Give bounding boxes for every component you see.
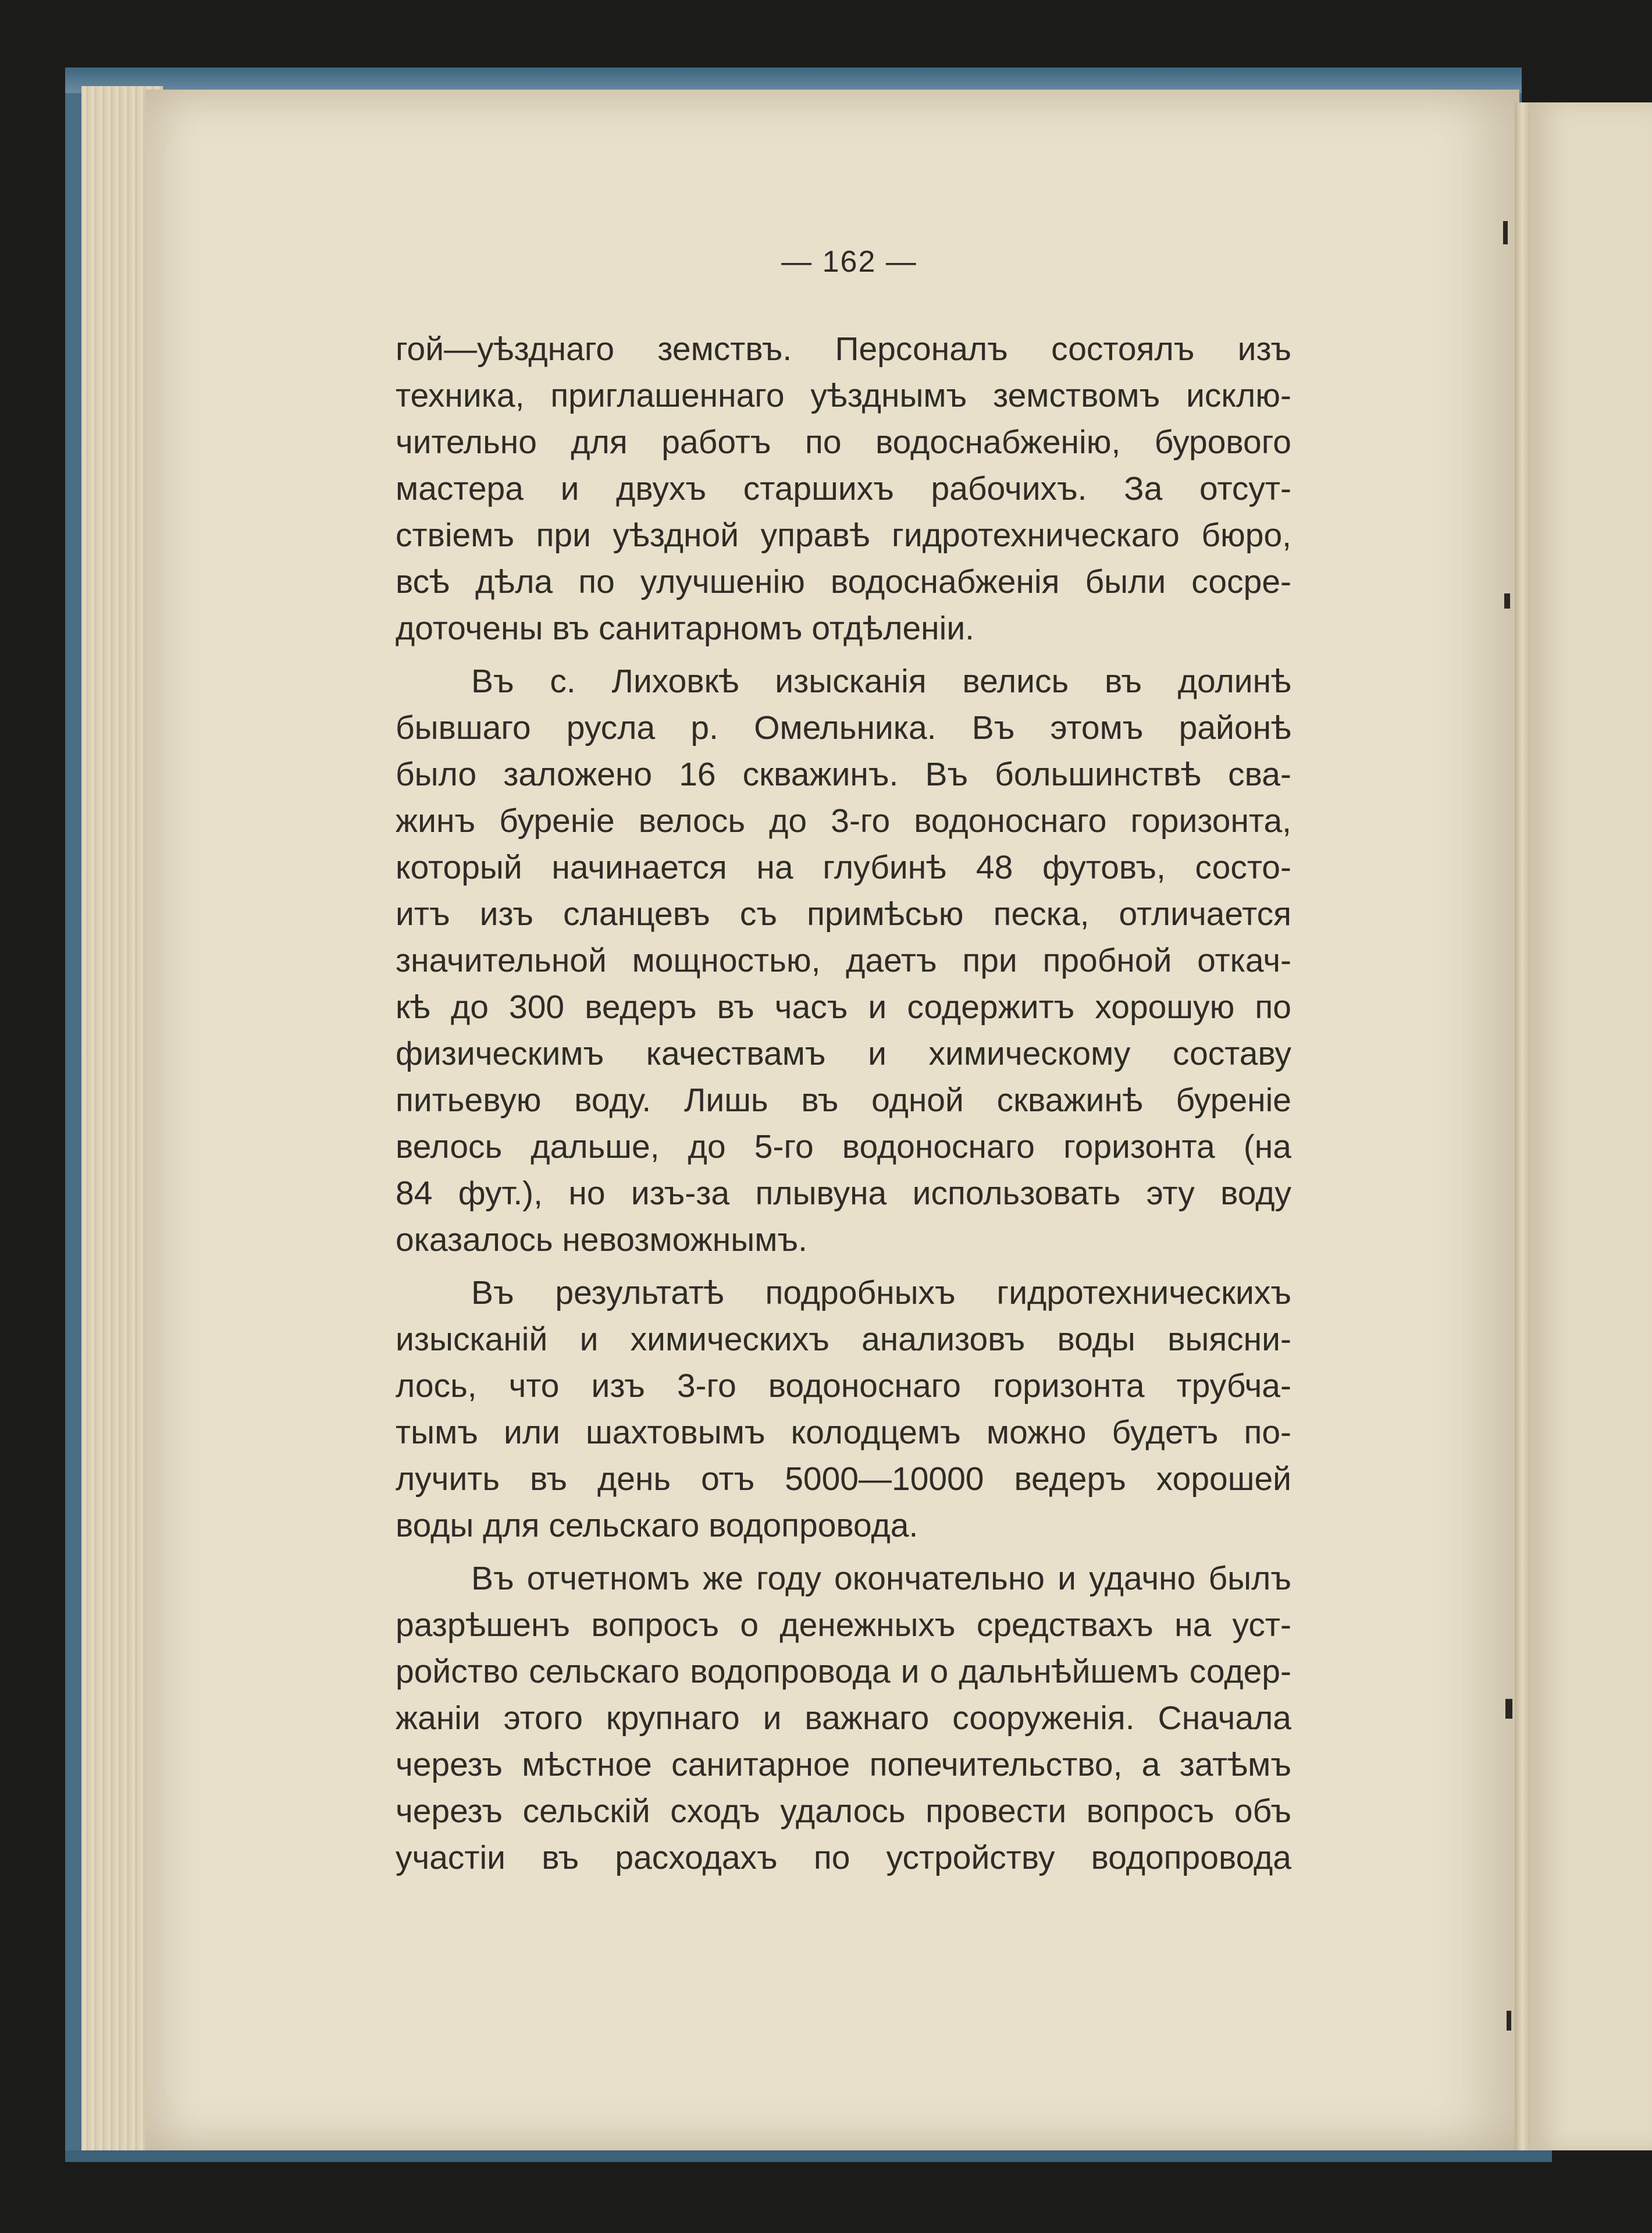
text-line: ройство сельскаго водопровода и о дальнѣйшемъ содер-: [396, 1653, 1291, 1690]
paragraph-gap: [396, 1263, 1291, 1270]
facing-page-edge: [1530, 102, 1652, 2150]
facing-page-mark: [1503, 221, 1508, 244]
page-body-text: [396, 326, 1291, 1881]
facing-page-mark: [1504, 593, 1510, 609]
text-line: физическимъ качествамъ и химическому составу: [396, 1035, 1291, 1072]
text-line: жаніи этого крупнаго и важнаго сооруженія. Сначала: [396, 1699, 1291, 1737]
text-line: итъ изъ сланцевъ съ примѣсью песка, отличается: [396, 895, 1291, 933]
book-gutter: [1515, 102, 1530, 2150]
text-line: тымъ или шахтовымъ колодцемъ можно будетъ по-: [396, 1414, 1291, 1451]
text-line: кѣ до 300 ведеръ въ часъ и содержитъ хорошую по: [396, 989, 1291, 1026]
paragraph-gap: [396, 1549, 1291, 1555]
text-line: техника, приглашеннаго уѣзднымъ земствомъ исклю-: [396, 377, 1291, 414]
text-line: ствіемъ при уѣздной управѣ гидротехническаго бюро,: [396, 517, 1291, 554]
text-line: лось, что изъ 3-го водоноснаго горизонта трубча-: [396, 1367, 1291, 1404]
text-line: всѣ дѣла по улучшенію водоснабженія были сосре-: [396, 563, 1291, 600]
text-line: бывшаго русла р. Омельника. Въ этомъ районѣ: [396, 709, 1291, 746]
text-line: гой—уѣзднаго земствъ. Персоналъ состоялъ изъ: [396, 330, 1291, 368]
text-line: Въ с. Лиховкѣ изысканія велись въ долинѣ: [471, 663, 1291, 700]
facing-page-mark: [1505, 1699, 1512, 1719]
text-line: мастера и двухъ старшихъ рабочихъ. За отсут-: [396, 470, 1291, 507]
text-line: значительной мощностью, даетъ при пробной откач-: [396, 942, 1291, 979]
text-line: который начинается на глубинѣ 48 футовъ, состо-: [396, 849, 1291, 886]
text-line: черезъ сельскій сходъ удалось провести вопросъ объ: [396, 1793, 1291, 1830]
text-line: участіи въ расходахъ по устройству водопровода: [396, 1839, 1291, 1876]
paragraph-gap: [396, 652, 1291, 658]
text-line: изысканій и химическихъ анализовъ воды выясни-: [396, 1321, 1291, 1358]
text-line: велось дальше, до 5-го водоноснаго горизонта (на: [396, 1128, 1291, 1165]
background-corner: [1522, 0, 1652, 102]
text-line: воды для сельскаго водопровода.: [396, 1507, 918, 1544]
cover-bottom-edge: [65, 2150, 1552, 2162]
text-line: 84 фут.), но изъ-за плывуна использовать эту воду: [396, 1175, 1291, 1212]
text-line: оказалось невозможнымъ.: [396, 1221, 807, 1258]
text-line: Въ отчетномъ же году окончательно и удачно былъ: [471, 1560, 1291, 1597]
text-line: было заложено 16 скважинъ. Въ большинствѣ сва-: [396, 756, 1291, 793]
text-line: доточены въ санитарномъ отдѣленіи.: [396, 610, 974, 647]
text-line: питьевую воду. Лишь въ одной скважинѣ буреніе: [396, 1082, 1291, 1119]
text-line: лучить въ день отъ 5000—10000 ведеръ хорошей: [396, 1460, 1291, 1498]
text-line: разрѣшенъ вопросъ о денежныхъ средствахъ на уст-: [396, 1606, 1291, 1644]
text-line: жинъ буреніе велось до 3-го водоноснаго горизонта,: [396, 802, 1291, 840]
facing-page-mark: [1507, 2011, 1511, 2031]
page-number-heading: — 162 —: [781, 245, 917, 279]
text-line: Въ результатѣ подробныхъ гидротехническихъ: [471, 1274, 1291, 1311]
text-line: чительно для работъ по водоснабженію, бурового: [396, 424, 1291, 461]
text-line: черезъ мѣстное санитарное попечительство, а затѣмъ: [396, 1746, 1291, 1783]
